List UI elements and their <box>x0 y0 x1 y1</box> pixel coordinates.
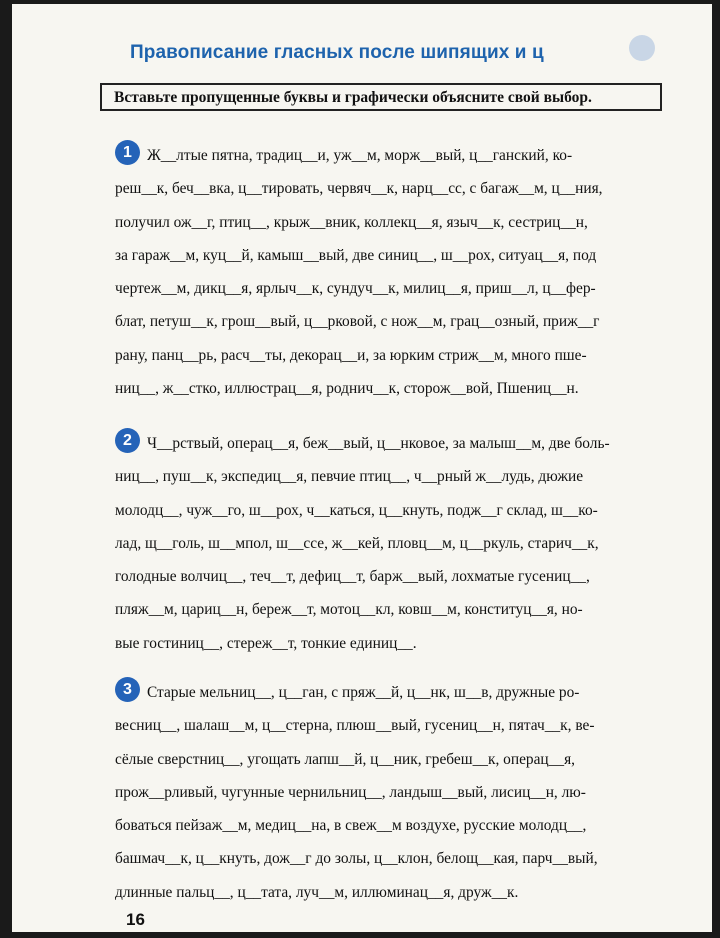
exercise-line: рану, панц__рь, расч__ты, декорац__и, за юрким стриж__м, много пше- <box>115 346 587 364</box>
exercise-line: вые гостиниц__, стереж__т, тонкие единиц__. <box>115 634 417 652</box>
exercise-number-badge: 3 <box>115 677 140 702</box>
exercise-line: блат, петуш__к, грош__вый, ц__рковой, с нож__м, грац__озный, приж__г <box>115 313 600 331</box>
exercise-1 <box>115 139 675 405</box>
page-number: 16 <box>126 910 145 929</box>
exercise-line: Ж__лтые пятна, традиц__и, уж__м, морж__вый, ц__ганский, ко- <box>147 147 573 164</box>
exercise-line: за гараж__м, куц__й, камыш__вый, две синиц__, ш__рох, ситуац__я, под <box>115 246 597 264</box>
exercise-line: Ч__рствый, операц__я, беж__вый, ц__нковое, за малыш__м, две боль- <box>147 435 610 452</box>
exercise-line: ниц__, пуш__к, экспедиц__я, певчие птиц__, ч__рный ж__лудь, дюжие <box>115 468 584 486</box>
exercise-line: голодные волчиц__, теч__т, дефиц__т, барж__вый, лохматые гусениц__, <box>115 568 590 586</box>
exercise-line: получил ож__г, птиц__, крыж__вник, коллекц__я, языч__к, сестриц__н, <box>115 213 588 231</box>
exercise-line: боваться пейзаж__м, медиц__на, в свеж__м воздухе, русские молодц__, <box>115 817 587 835</box>
page-title: Правописание гласных после шипящих и ц <box>130 42 544 63</box>
exercise-line: длинные пальц__, ц__тата, луч__м, иллюминац__я, друж__к. <box>115 883 519 901</box>
workbook-page <box>12 4 712 932</box>
exercise-line: прож__рливый, чугунные чернильниц__, ландыш__вый, лисиц__н, лю- <box>115 783 586 801</box>
exercise-line: башмач__к, ц__кнуть, дож__г до золы, ц__клон, белощ__кая, парч__вый, <box>115 850 598 868</box>
exercise-line: лад, щ__голь, ш__мпол, ш__ссе, ж__кей, пловц__м, ц__ркуль, старич__к, <box>115 534 599 552</box>
instruction-box: Вставьте пропущенные буквы и графически объясните свой выбор. <box>100 83 662 111</box>
exercise-line: чертеж__м, дикц__я, ярлыч__к, сундуч__к, милиц__я, приш__л, ц__фер- <box>115 280 596 298</box>
exercise-line: молодц__, чуж__го, ш__рох, ч__каться, ц__кнуть, подж__г склад, ш__ко- <box>115 501 598 519</box>
exercise-number-badge: 2 <box>115 428 140 453</box>
exercise-3 <box>115 676 675 909</box>
exercise-line: ниц__, ж__стко, иллюстрац__я, роднич__к, сторож__вой, Пшениц__н. <box>115 380 579 398</box>
exercise-line: сёлые сверстниц__, угощать лапш__й, ц__ник, гребеш__к, операц__я, <box>115 750 575 768</box>
exercise-line: пляж__м, цариц__н, береж__т, мотоц__кл, ковш__м, конституц__я, но- <box>115 601 583 619</box>
exercise-2 <box>115 427 675 660</box>
title-badge <box>629 35 655 61</box>
exercise-line: весниц__, шалаш__м, ц__стерна, плюш__вый, гусениц__н, пятач__к, ве- <box>115 717 595 735</box>
exercise-line: реш__к, беч__вка, ц__тировать, червяч__к, нарц__сс, с багаж__м, ц__ния, <box>115 180 603 198</box>
exercise-line: Старые мельниц__, ц__ган, с пряж__й, ц__нк, ш__в, дружные ро- <box>147 684 580 701</box>
exercise-number-badge: 1 <box>115 140 140 165</box>
